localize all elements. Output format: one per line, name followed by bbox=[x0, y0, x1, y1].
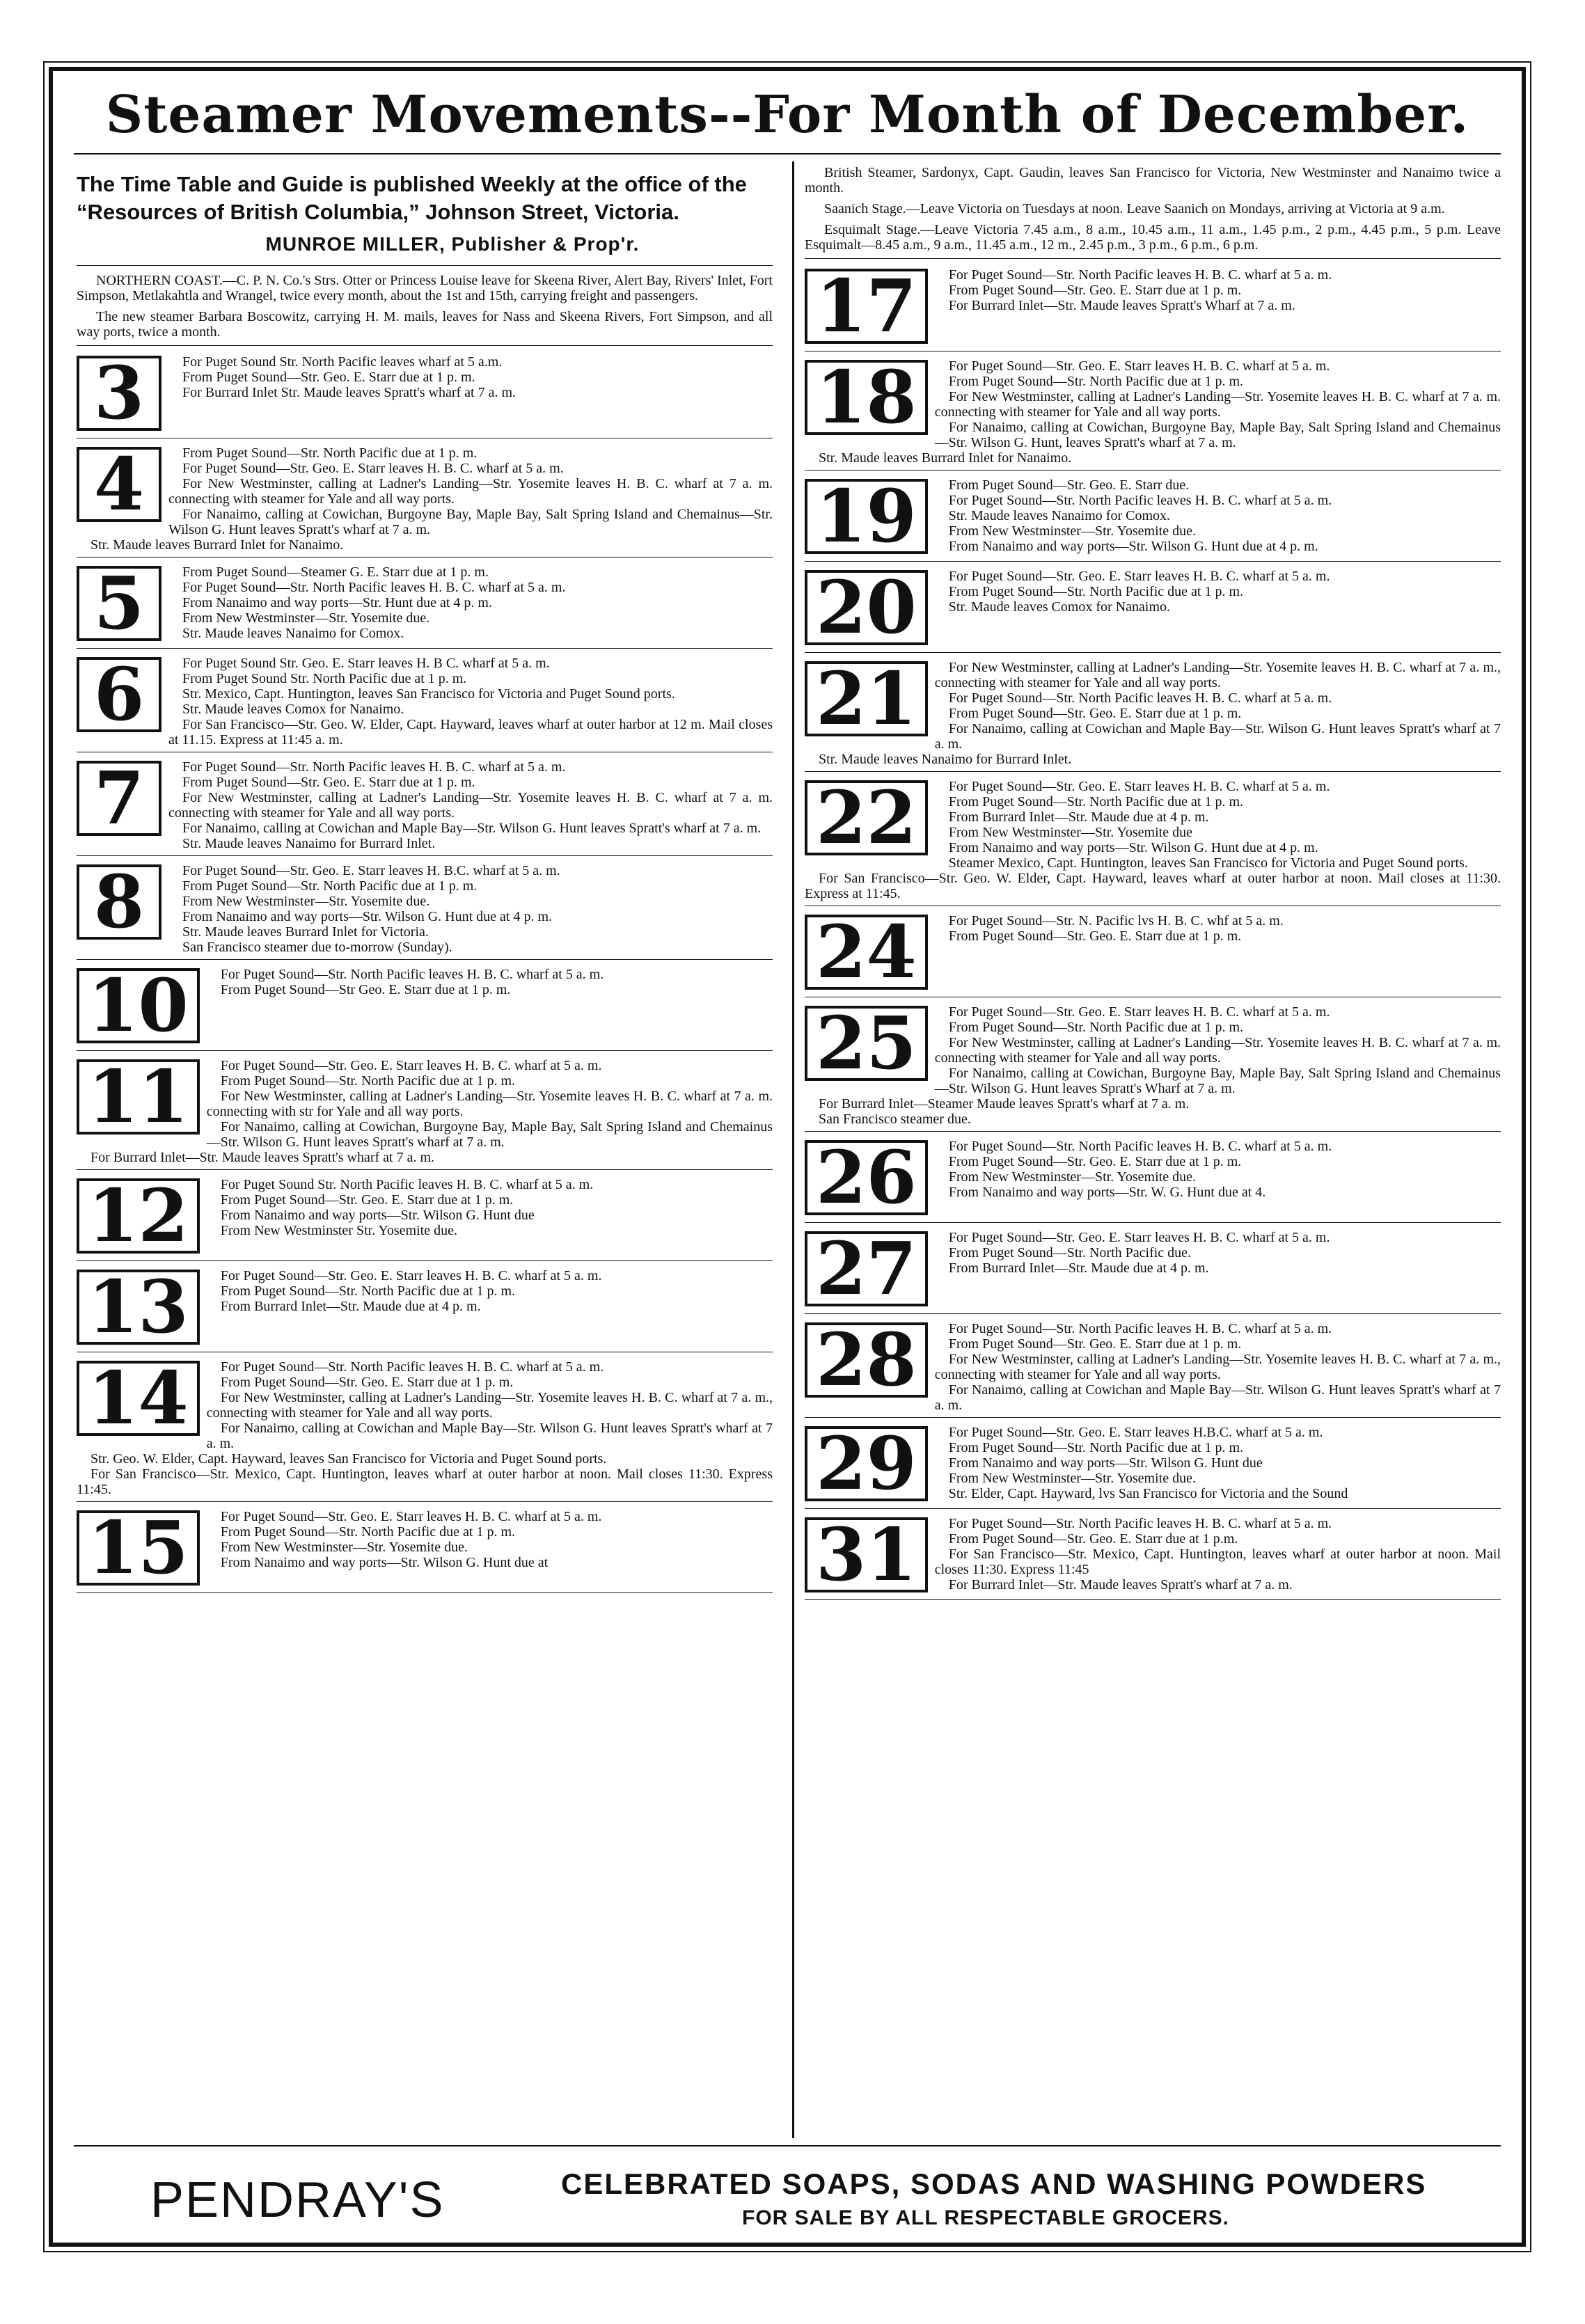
schedule-line: For Puget Sound—Str. North Pacific leaves H. B. C. wharf at 5 a. m. bbox=[182, 759, 566, 775]
brand-name: PENDRAY'S bbox=[150, 2172, 445, 2228]
right-column bbox=[805, 165, 1501, 1606]
schedule-line: From Puget Sound—Str. Geo. E. Starr due. bbox=[948, 477, 1190, 493]
day-entry bbox=[805, 1320, 1501, 1418]
schedule-line: For Nanaimo, calling at Cowichan, Burgoyne Bay, Maple Bay, Salt Spring Island and Chemainus—Str. Wilson G. Hunt leaves Spratt's wharf at 7 a. m. bbox=[168, 507, 773, 537]
schedule-line: Str. Maude leaves Nanaimo for Burrard Inlet. bbox=[182, 836, 436, 851]
day-number: 14 bbox=[77, 1361, 200, 1436]
day-number: 13 bbox=[77, 1270, 200, 1345]
schedule-line: For Nanaimo, calling at Cowichan and Maple Bay—Str. Wilson G. Hunt leaves Spratt's wharf at 7 a. m. bbox=[934, 721, 1501, 752]
schedule-line: For New Westminster, calling at Ladner's Landing—Str. Yosemite leaves H. B. C. wharf at 7 a. m. connecting with steamer for Yale and all way ports. bbox=[168, 476, 773, 507]
day-number: 21 bbox=[805, 661, 928, 736]
day-entry bbox=[805, 912, 1501, 997]
notice-paragraph: British Steamer, Sardonyx, Capt. Gaudin, leaves San Francisco for Victoria, New Westminster and Nanaimo twice a month. bbox=[805, 165, 1501, 196]
schedule-line: For Puget Sound Str. North Pacific leaves H. B. C. wharf at 5 a. m. bbox=[220, 1177, 594, 1192]
schedule-line: For Nanaimo, calling at Cowichan, Burgoyne Bay, Maple Bay, Salt Spring Island and Chemainus—Str. Wilson G. Hunt leaves Spratt's Wharf at 7 a. m. bbox=[934, 1066, 1501, 1096]
day-entry bbox=[77, 1267, 773, 1352]
schedule-line: For Puget Sound—Str. Geo. E. Starr leaves H. B. C. wharf at 5 a. m. bbox=[182, 461, 564, 476]
schedule-line: For Puget Sound—Str. N. Pacific lvs H. B. C. whf at 5 a. m. bbox=[948, 913, 1284, 928]
schedule-line: For Puget Sound—Str. North Pacific leaves H. B. C. wharf at 5 a. m. bbox=[220, 1359, 604, 1375]
day-number: 27 bbox=[805, 1231, 928, 1306]
schedule-line: From Puget Sound—Str. Geo. E. Starr due at 1 p. m. bbox=[948, 706, 1242, 721]
schedule-line: For Puget Sound—Str. Geo. E. Starr leaves H. B. C. wharf at 5 a. m. bbox=[220, 1058, 602, 1073]
page-frame bbox=[49, 67, 1526, 2247]
day-entry bbox=[805, 476, 1501, 562]
schedule-line: Str. Maude leaves Comox for Nanaimo. bbox=[182, 702, 404, 717]
schedule-line: Str. Maude leaves Burrard Inlet for Nanaimo. bbox=[90, 537, 344, 553]
schedule-line: For Puget Sound—Str. North Pacific leaves H. B. C. wharf at 5 a. m. bbox=[948, 1321, 1332, 1336]
schedule-line: From Puget Sound—Str. Geo. E. Starr due at 1 p. m. bbox=[948, 1336, 1242, 1352]
schedule-line: From Puget Sound—Str. Geo. E. Starr due at 1 p. m. bbox=[220, 1375, 514, 1390]
day-entry bbox=[805, 357, 1501, 471]
schedule-line: For Nanaimo, calling at Cowichan and Maple Bay—Str. Wilson G. Hunt leaves Spratt's wharf at 7 a. m. bbox=[182, 821, 762, 836]
schedule-line: From Puget Sound—Str. Geo. E. Starr due at 1 p.m. bbox=[948, 1531, 1238, 1547]
schedule-line: For Puget Sound—Str. Geo. E. Starr leaves H. B. C. wharf at 5 a. m. bbox=[948, 358, 1330, 374]
schedule-line: From Nanaimo and way ports—Str. W. G. Hunt due at 4. bbox=[948, 1185, 1266, 1200]
schedule-line: Str. Maude leaves Nanaimo for Comox. bbox=[182, 626, 404, 641]
schedule-line: From Burrard Inlet—Str. Maude due at 4 p. m. bbox=[220, 1299, 481, 1314]
schedule-line: Str. Elder, Capt. Hayward, lvs San Francisco for Victoria and the Sound bbox=[948, 1486, 1348, 1501]
schedule-line: Steamer Mexico, Capt. Huntington, leaves San Francisco for Victoria and Puget Sound ports. bbox=[948, 855, 1468, 871]
schedule-line: For Puget Sound—Str. North Pacific leaves H. B. C. wharf at 5 a. m. bbox=[948, 690, 1332, 706]
schedule-line: From Puget Sound—Str. Geo. E. Starr due at 1 p. m. bbox=[948, 1154, 1242, 1169]
schedule-line: Str. Geo. W. Elder, Capt. Hayward, leaves San Francisco for Victoria and Puget Sound ports. bbox=[90, 1451, 607, 1467]
schedule-line: For Puget Sound—Str. Geo. E. Starr leaves H. B. C. wharf at 5 a. m. bbox=[948, 1004, 1330, 1020]
schedule-line: From Puget Sound—Str. North Pacific due at 1 p. m. bbox=[220, 1073, 516, 1089]
schedule-line: For Nanaimo, calling at Cowichan and Maple Bay—Str. Wilson G. Hunt leaves Spratt's wharf at 7 a. m. bbox=[934, 1382, 1501, 1413]
schedule-line: For Burrard Inlet—Str. Maude leaves Spratt's wharf at 7 a. m. bbox=[948, 1577, 1293, 1592]
schedule-line: From New Westminster—Str. Yosemite due. bbox=[948, 523, 1196, 539]
schedule-line: For Puget Sound—Str. North Pacific leaves H. B. C. wharf at 5 a. m. bbox=[220, 967, 604, 982]
day-number: 6 bbox=[77, 657, 161, 732]
day-number: 28 bbox=[805, 1322, 928, 1398]
schedule-line: From New Westminster—Str. Yosemite due. bbox=[220, 1540, 468, 1555]
schedule-line: For Puget Sound—Str. Geo. E. Starr leaves H. B. C. wharf at 5 a. m. bbox=[948, 779, 1330, 794]
schedule-line: From Puget Sound—Str. North Pacific due at 1 p. m. bbox=[948, 1020, 1244, 1035]
schedule-line: For San Francisco—Str. Mexico, Capt. Huntington, leaves wharf at outer harbor at noon. Mail closes 11:30. Express 11:45. bbox=[77, 1467, 773, 1497]
schedule-line: For Burrard Inlet—Steamer Maude leaves Spratt's wharf at 7 a. m. bbox=[819, 1096, 1190, 1112]
schedule-line: For Puget Sound—Str. Geo. E. Starr leaves H. B.C. wharf at 5 a. m. bbox=[182, 863, 560, 878]
notice-paragraph: Saanich Stage.—Leave Victoria on Tuesdays at noon. Leave Saanich on Mondays, arriving at Victoria at 9 a.m. bbox=[824, 201, 1445, 216]
schedule-line: From Nanaimo and way ports—Str. Wilson G. Hunt due bbox=[220, 1208, 535, 1223]
schedule-line: From Burrard Inlet—Str. Maude due at 4 p. m. bbox=[948, 809, 1209, 825]
schedule-line: For Puget Sound—Str. North Pacific leaves H. B. C. wharf at 5 a. m. bbox=[948, 1139, 1332, 1154]
schedule-line: For Puget Sound—Str. Geo. E. Starr leaves H.B.C. wharf at 5 a. m. bbox=[948, 1425, 1323, 1440]
day-entry bbox=[77, 654, 773, 752]
notice-paragraph: The new steamer Barbara Boscowitz, carrying H. M. mails, leaves for Nass and Skeena Rivers, Fort Simpson, and all way ports, twice a month. bbox=[77, 309, 773, 340]
day-entry bbox=[805, 1515, 1501, 1600]
schedule-line: For New Westminster, calling at Ladner's Landing—Str. Yosemite leaves H. B. C. wharf at 7 a. m. connecting with steamer for Yale and all way ports. bbox=[934, 389, 1501, 420]
schedule-line: For New Westminster, calling at Ladner's Landing—Str. Yosemite leaves H. B. C. wharf at 7 a. m., connecting with steamer for Yale and all way ports. bbox=[934, 1352, 1501, 1382]
schedule-line: For San Francisco—Str. Geo. W. Elder, Capt. Hayward, leaves wharf at outer harbor at noon. Mail closes at 11:30. Express at 11:45. bbox=[805, 871, 1501, 901]
day-entry bbox=[77, 444, 773, 558]
schedule-line: From Puget Sound—Str. North Pacific due at 1 p. m. bbox=[948, 374, 1244, 389]
day-entry bbox=[77, 353, 773, 438]
schedule-line: For Burrard Inlet—Str. Maude leaves Spratt's Wharf at 7 a. m. bbox=[948, 298, 1295, 313]
day-number: 15 bbox=[77, 1510, 200, 1586]
schedule-line: For Nanaimo, calling at Cowichan, Burgoyne Bay, Maple Bay, Salt Spring Island and Chemainus—Str. Wilson G. Hunt, leaves Spratt's wharf at 7 a. m. bbox=[934, 420, 1501, 450]
schedule-line: From Burrard Inlet—Str. Maude due at 4 p. m. bbox=[948, 1260, 1209, 1276]
ad-subtagline: FOR SALE BY ALL RESPECTABLE GROCERS. bbox=[742, 2206, 1229, 2229]
schedule-line: For San Francisco—Str. Geo. W. Elder, Capt. Hayward, leaves wharf at outer harbor at 12 m. Mail closes at 11.15. Express at 11:45 a. m. bbox=[168, 717, 773, 748]
day-number: 8 bbox=[77, 864, 161, 940]
schedule-line: For Puget Sound Str. Geo. E. Starr leaves H. B C. wharf at 5 a. m. bbox=[182, 656, 550, 671]
section-rule bbox=[77, 345, 773, 346]
day-entry bbox=[77, 1176, 773, 1261]
schedule-line: For Nanaimo, calling at Cowichan and Maple Bay—Str. Wilson G. Hunt leaves Spratt's wharf at 7 a. m. bbox=[206, 1421, 773, 1451]
schedule-line: For Puget Sound Str. North Pacific leaves wharf at 5 a.m. bbox=[182, 354, 503, 370]
schedule-line: San Francisco steamer due to-morrow (Sunday). bbox=[182, 940, 452, 955]
schedule-line: From New Westminster—Str. Yosemite due. bbox=[182, 610, 430, 626]
day-number: 19 bbox=[805, 479, 928, 554]
schedule-line: From Puget Sound—Str. Geo. E. Starr due at 1 p. m. bbox=[948, 928, 1242, 944]
schedule-line: From Puget Sound Str. North Pacific due at 1 p. m. bbox=[182, 671, 467, 686]
day-number: 26 bbox=[805, 1140, 928, 1215]
schedule-left bbox=[77, 353, 773, 1593]
notice-paragraph: Esquimalt Stage.—Leave Victoria 7.45 a.m., 8 a.m., 10.45 a.m., 11 a.m., 1.45 p.m., 2 p.m., 4.45 p.m., 5 p.m. Leave Esquimalt—8.45 a.m., 9 a.m., 11.45 a.m., 12 m., 2.45 p.m., 3 p.m., 6 p.m., 6 p.m. bbox=[805, 222, 1501, 253]
schedule-line: For Puget Sound—Str. Geo. E. Starr leaves H. B. C. wharf at 5 a. m. bbox=[948, 1230, 1330, 1245]
schedule-right bbox=[805, 266, 1501, 1600]
schedule-line: From Puget Sound—Str. Geo. E. Starr due at 1 p. m. bbox=[220, 1192, 514, 1208]
schedule-line: Str. Maude leaves Comox for Nanaimo. bbox=[948, 599, 1171, 615]
schedule-line: From New Westminster—Str. Yosemite due. bbox=[948, 1471, 1196, 1486]
day-number: 11 bbox=[77, 1059, 200, 1135]
schedule-line: From Puget Sound—Str. North Pacific due at 1 p. m. bbox=[948, 794, 1244, 809]
schedule-line: Str. Maude leaves Nanaimo for Burrard Inlet. bbox=[819, 752, 1072, 767]
schedule-line: For Burrard Inlet—Str. Maude leaves Spratt's wharf at 7 a. m. bbox=[90, 1150, 435, 1165]
day-number: 7 bbox=[77, 761, 161, 836]
footer-rule bbox=[74, 2145, 1501, 2147]
schedule-line: For New Westminster, calling at Ladner's Landing—Str. Yosemite leaves H. B. C. wharf at 7 a. m., connecting with steamer for Yale and all way ports. bbox=[934, 660, 1501, 690]
day-entry bbox=[805, 658, 1501, 772]
day-entry bbox=[805, 777, 1501, 906]
schedule-line: From New Westminster Str. Yosemite due. bbox=[220, 1223, 457, 1238]
schedule-line: For San Francisco—Str. Mexico, Capt. Huntington, leaves wharf at outer harbor at noon. Mail closes 11:30. Express 11:45 bbox=[934, 1547, 1501, 1577]
day-entry bbox=[805, 1003, 1501, 1132]
schedule-line: From New Westminster—Str. Yosemite due. bbox=[948, 1169, 1196, 1185]
day-entry bbox=[77, 965, 773, 1051]
day-entry bbox=[77, 1358, 773, 1502]
day-number: 17 bbox=[805, 269, 928, 344]
schedule-line: From Puget Sound—Str. Geo. E. Starr due at 1 p. m. bbox=[182, 370, 475, 385]
schedule-line: From Puget Sound—Steamer G. E. Starr due at 1 p. m. bbox=[182, 564, 489, 580]
day-entry bbox=[77, 1508, 773, 1593]
schedule-line: For New Westminster, calling at Ladner's Landing—Str. Yosemite leaves H. B. C. wharf at 7 a. m. connecting with str for Yale and all way ports. bbox=[206, 1089, 773, 1119]
schedule-line: For Puget Sound—Str. Geo. E. Starr leaves H. B. C. wharf at 5 a. m. bbox=[220, 1268, 602, 1283]
day-number: 29 bbox=[805, 1426, 928, 1501]
day-entry bbox=[805, 1228, 1501, 1314]
notices-left bbox=[77, 273, 773, 340]
day-entry bbox=[77, 1057, 773, 1170]
schedule-line: From Nanaimo and way ports—Str. Wilson G. Hunt due at 4 p. m. bbox=[182, 909, 553, 924]
day-number: 31 bbox=[805, 1517, 928, 1592]
day-entry bbox=[77, 758, 773, 856]
schedule-line: From Puget Sound—Str. Geo. E. Starr due at 1 p. m. bbox=[182, 775, 475, 790]
schedule-line: San Francisco steamer due. bbox=[819, 1112, 971, 1127]
day-number: 10 bbox=[77, 968, 200, 1043]
schedule-line: For Nanaimo, calling at Cowichan, Burgoyne Bay, Maple Bay, Salt Spring Island and Chemainus—Str. Wilson G. Hunt leaves Spratt's wharf at 7 a. m. bbox=[206, 1119, 773, 1150]
schedule-line: From Puget Sound—Str. North Pacific due at 1 p. m. bbox=[948, 584, 1244, 599]
ad-tagline: CELEBRATED SOAPS, SODAS AND WASHING POWDERS bbox=[561, 2167, 1427, 2200]
schedule-line: For New Westminster, calling at Ladner's Landing—Str. Yosemite leaves H. B. C. wharf at 7 a. m., connecting with steamer for Yale and all way ports. bbox=[206, 1390, 773, 1421]
schedule-line: From Nanaimo and way ports—Str. Wilson G. Hunt due at 4 p. m. bbox=[948, 840, 1318, 855]
title-rule bbox=[74, 153, 1501, 155]
day-number: 25 bbox=[805, 1006, 928, 1081]
schedule-line: From Nanaimo and way ports—Str. Wilson G. Hunt due at 4 p. m. bbox=[948, 539, 1318, 554]
day-entry bbox=[805, 1423, 1501, 1509]
day-number: 4 bbox=[77, 447, 161, 522]
column-divider bbox=[792, 161, 794, 2138]
day-number: 24 bbox=[805, 915, 928, 990]
schedule-line: For New Westminster, calling at Ladner's Landing—Str. Yosemite leaves H. B. C. wharf at 7 a. m. connecting with steamer for Yale and all way ports. bbox=[934, 1035, 1501, 1066]
left-column bbox=[77, 165, 773, 1599]
schedule-line: From Puget Sound—Str. North Pacific due. bbox=[948, 1245, 1192, 1260]
schedule-line: Str. Maude leaves Nanaimo for Comox. bbox=[948, 508, 1171, 523]
schedule-line: For Puget Sound—Str. North Pacific leaves H. B. C. wharf at 5 a. m. bbox=[948, 493, 1332, 508]
schedule-line: From Puget Sound—Str. North Pacific due at 1 p. m. bbox=[220, 1283, 516, 1299]
day-number: 3 bbox=[77, 356, 161, 431]
section-rule bbox=[805, 258, 1501, 259]
day-entry bbox=[805, 1137, 1501, 1223]
notice-paragraph: NORTHERN COAST.—C. P. N. Co.'s Strs. Otter or Princess Louise leave for Skeena River, Alert Bay, Rivers' Inlet, Fort Simpson, Metlakahtla and Wrangel, twice every month, about the 1st and 15th, carrying freight and passengers. bbox=[77, 273, 773, 303]
schedule-line: Str. Maude leaves Burrard Inlet for Victoria. bbox=[182, 924, 429, 940]
intro-text: The Time Table and Guide is published Weekly at the office of the “Resources of British Columbia,” Johnson Street, Victoria. bbox=[77, 172, 747, 224]
schedule-line: For Burrard Inlet Str. Maude leaves Spratt's wharf at 7 a. m. bbox=[182, 385, 516, 400]
schedule-line: From New Westminster—Str. Yosemite due bbox=[948, 825, 1192, 840]
schedule-line: From Puget Sound—Str. North Pacific due at 1 p. m. bbox=[182, 878, 478, 894]
day-number: 18 bbox=[805, 360, 928, 435]
day-entry bbox=[805, 266, 1501, 351]
schedule-line: From New Westminster—Str. Yosemite due. bbox=[182, 894, 430, 909]
schedule-line: From Nanaimo and way ports—Str. Hunt due at 4 p. m. bbox=[182, 595, 492, 610]
publisher-line: MUNROE MILLER, Publisher & Prop'r. bbox=[265, 233, 640, 255]
schedule-line: From Nanaimo and way ports—Str. Wilson G. Hunt due at bbox=[220, 1555, 549, 1570]
day-number: 22 bbox=[805, 780, 928, 855]
schedule-line: Str. Maude leaves Burrard Inlet for Nanaimo. bbox=[819, 450, 1072, 466]
schedule-line: For New Westminster, calling at Ladner's Landing—Str. Yosemite leaves H. B. C. wharf at 7 a. m. connecting with steamer for Yale and all way ports. bbox=[168, 790, 773, 821]
page-title: Steamer Movements--For Month of December. bbox=[105, 85, 1469, 145]
schedule-line: Str. Mexico, Capt. Huntington, leaves San Francisco for Victoria and Puget Sound ports. bbox=[182, 686, 675, 702]
notices-right bbox=[805, 165, 1501, 253]
schedule-line: From Puget Sound—Str. North Pacific due at 1 p. m. bbox=[948, 1440, 1244, 1455]
day-entry bbox=[805, 567, 1501, 653]
day-number: 5 bbox=[77, 566, 161, 641]
schedule-line: For Puget Sound—Str. North Pacific leaves H. B. C. wharf at 5 a. m. bbox=[182, 580, 566, 595]
advertisement-footer bbox=[74, 2152, 1501, 2236]
day-entry bbox=[77, 862, 773, 960]
day-number: 20 bbox=[805, 570, 928, 645]
schedule-line: From Puget Sound—Str. Geo. E. Starr due at 1 p. m. bbox=[948, 283, 1242, 298]
day-entry bbox=[77, 563, 773, 649]
schedule-line: From Puget Sound—Str. North Pacific due at 1 p. m. bbox=[220, 1524, 516, 1540]
schedule-line: For Puget Sound—Str. North Pacific leaves H. B. C. wharf at 5 a. m. bbox=[948, 1516, 1332, 1531]
section-rule bbox=[77, 265, 773, 266]
day-number: 12 bbox=[77, 1178, 200, 1254]
schedule-line: For Puget Sound—Str. Geo. E. Starr leaves H. B. C. wharf at 5 a. m. bbox=[220, 1509, 602, 1524]
schedule-line: From Puget Sound—Str. North Pacific due at 1 p. m. bbox=[182, 445, 478, 461]
schedule-line: From Puget Sound—Str Geo. E. Starr due at 1 p. m. bbox=[220, 982, 511, 997]
schedule-line: For Puget Sound—Str. Geo. E. Starr leaves H. B. C. wharf at 5 a. m. bbox=[948, 569, 1330, 584]
schedule-line: For Puget Sound—Str. North Pacific leaves H. B. C. wharf at 5 a. m. bbox=[948, 267, 1332, 283]
schedule-line: From Nanaimo and way ports—Str. Wilson G. Hunt due bbox=[948, 1455, 1263, 1471]
